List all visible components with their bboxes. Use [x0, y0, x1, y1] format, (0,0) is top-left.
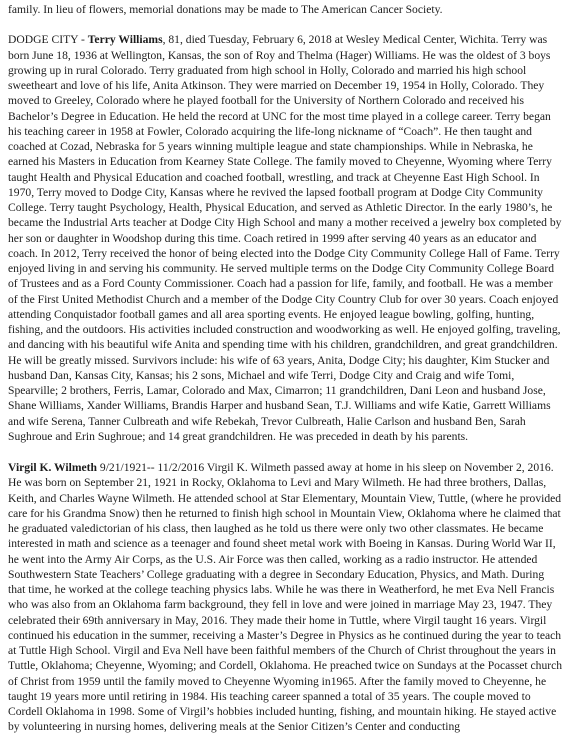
obituary-virgil-wilmeth — [8, 460, 564, 735]
paragraph-gap — [8, 17, 564, 32]
intro-paragraph — [8, 2, 564, 17]
intro-text: family. In lieu of flowers, memorial donations may be made to The American Cancer Society. — [8, 3, 443, 16]
deceased-name: Virgil K. Wilmeth — [8, 461, 97, 474]
obituary-body: , 81, died Tuesday, February 6, 2018 at Wesley Medical Center, Wichita. Terry was born June 18, 1936 at Wellington, Kansas, the son of Roy and Thelma (Hager) Williams. He was the oldest of 3 boys growing up in rural Colorado. Terry graduated from high school in Holly, Colorado and married his high school sweetheart and love of his life, Anita Atkinson. They were married on December 19, 1954 in Holly, Colorado. They moved to Greeley, Colorado where he played football for the University of Northern Colorado and received his Bachelor’s Degree in Education. He held the record at UNC for the most time played in a college career. Terry began his teaching career in 1958 at Fowler, Colorado acquiring the life-long nickname of “Coach”. He then taught and coached at Cozad, Nebraska for 5 years winning multiple league and state championships. While in Nebraska, he earned his Masters in Education from Kearney State College. The family moved to Cheyenne, Wyoming where Terry taught Health and Physical Education and coached football, wrestling, and track at Cheyenne East High School. In 1970, Terry moved to Dodge City, Kansas where he revived the lapsed football program at Dodge City Community College. Terry taught Psychology, Health, Physical Education, and served as Athletic Director. In the early 1980’s, he became the Industrial Arts teacher at Dodge City High School and many a mother received a jewelry box completed by her son or daughter in Woodshop during this time. Coach retired in 1999 after serving 40 years as an educator and coach. In 2012, Terry received the honor of being elected into the Dodge City Community College Hall of Fame. Terry enjoyed living in and serving his community. He served multiple terms on the Dodge City Community College Board of Trustees and as a Ford County Commissioner. Coach had a passion for life, family, and football. He was a member of the First United Methodist Church and a member of the Dodge City Country Club for over 30 years. Coach enjoyed attending Conquistador football games and all area sporting events. He enjoyed league bowling, golfing, hunting, fishing, and the outdoors. His activities included construction and woodworking as well. He enjoyed golfing, traveling, and dancing with his beautiful wife Anita and spending time with his children, grandchildren, and great grandchildren. He will be greatly missed. Survivors include: his wife of 63 years, Anita, Dodge City; his daughter, Kim Stucker and husband Dan, Kansas City, Kansas; his 2 sons, Michael and wife Terri, Dodge City and Craig and wife Tomi, Spearville; 2 brothers, Ferris, Lamar, Colorado and Max, Cimarron; 11 grandchildren, Dani Leon and husband Jose, Shane Williams, Xander Williams, Brandis Harper and husband Sean, T.J. Williams and wife Katie, Garrett Williams and wife Serena, Tanner Culbreath and wife Rebekah, Trevor Culbreath, Halie Carlson and husband Ben, Sarah Sughroue and Erin Sughroue; and 14 great grandchildren. He was preceded in death by his parents. — [8, 33, 562, 443]
deceased-name: Terry Williams — [87, 33, 163, 47]
paragraph-gap — [8, 444, 564, 460]
dateline: DODGE CITY - — [8, 33, 88, 47]
obituary-terry-williams — [8, 32, 564, 444]
obituary-body: 9/21/1921-- 11/2/2016 Virgil K. Wilmeth passed away at home in his sleep on November 2, 2016. He was born on September 21, 1921 in Rocky, Oklahoma to Levi and Mary Wilmeth. He had three brothers, Dallas, Keith, and Charles Wayne Wilmeth. He attended school at Star Elementary, Mountain View, Tuttle, (where he provided care for his Grandma Snow) then he returned to finish high school in Mountain View, Oklahoma where he claimed that he graduated valedictorian of his class, then laughed as he told us there were only two other classmates. He became interested in math and science as a teenager and found sheet metal work with Boeing in Kansas. During World War II, he went into the Army Air Corps, as the U.S. Air Force was then called, working as a radio instructor. He attended Southwestern State Teachers’ College graduating with a degree in Secondary Education, Physics, and Math. During that time, he worked at the college teaching physics labs. While he was there in Weatherford, he met Eva Nell Francis who was also from an Oklahoma farm background, they fell in love and were joined in marriage May 23, 1947. They celebrated their 69th anniversary in May, 2016. They made their home in Tuttle, where Virgil taught 16 years. Virgil continued his education in the summer, receiving a Master’s Degree in Physics as he continued during the year to teach at Tuttle High School. Virgil and Eva Nell have been faithful members of the Church of Christ throughout the years in Tuttle, Oklahoma; Cheyenne, Wyoming; and Cordell, Oklahoma. He preached twice on Sundays at the Pocasset church of Christ from 1959 until the family moved to Cheyenne Wyoming in1965. After the family moved to Cheyenne, he taught 19 years more until retiring in 1984. His teaching career spanned a total of 35 years. The couple moved to Cordell Oklahoma in 1998. Some of Virgil’s hobbies included hunting, fishing, and mountain hiking. He stayed active by volunteering in nursing homes, delivering meals at the Senior Citizen’s Center and conducting — [8, 461, 563, 734]
